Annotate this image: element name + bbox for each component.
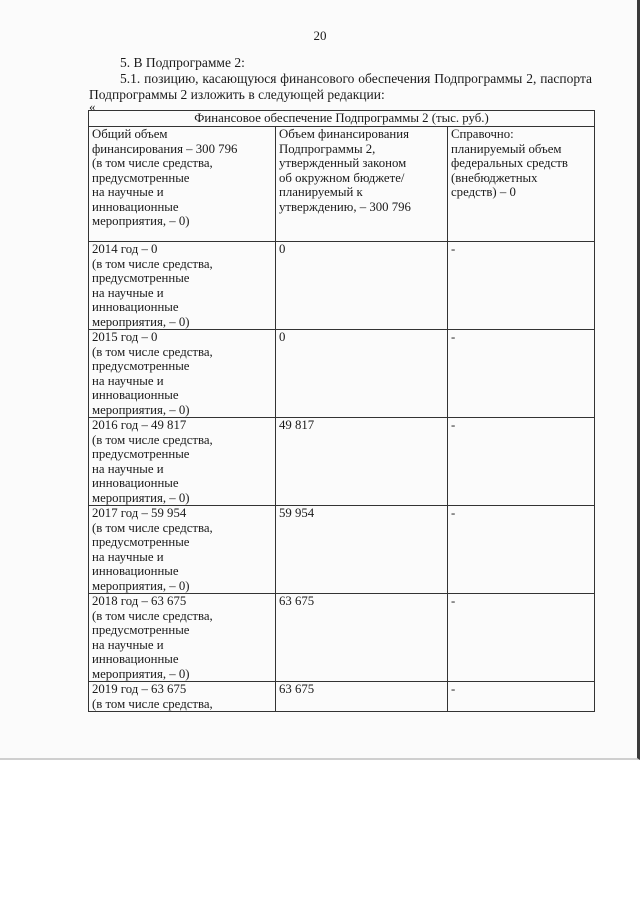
table-header-row (89, 127, 595, 242)
row-year-total: 2019 год – 63 675 (в том числе средства, (89, 682, 276, 712)
row-federal-value: - (448, 418, 595, 506)
header-federal-reference: Справочно: планируемый объем федеральных средств (внебюджетных средств) – 0 (448, 127, 595, 242)
row-budget-value: 63 675 (276, 682, 448, 712)
page-number: 20 (313, 28, 327, 43)
row-budget-value: 0 (276, 242, 448, 330)
table-row (89, 682, 595, 712)
financing-table (88, 110, 595, 712)
row-year-total: 2017 год – 59 954 (в том числе средства, предусмотренные на научные и инновационные мероприятия, – 0) (89, 506, 276, 594)
row-year-total: 2014 год – 0 (в том числе средства, предусмотренные на научные и инновационные мероприятия, – 0) (89, 242, 276, 330)
table-row (89, 594, 595, 682)
header-total-financing: Общий объем финансирования – 300 796 (в том числе средства, предусмотренные на научные и инновационные мероприятия, – 0) (89, 127, 276, 242)
section-heading: 5. В Подпрограмме 2: (120, 55, 245, 70)
row-year-total: 2016 год – 49 817 (в том числе средства, предусмотренные на научные и инновационные мероприятия, – 0) (89, 418, 276, 506)
table-row (89, 418, 595, 506)
row-budget-value: 0 (276, 330, 448, 418)
instruction-paragraph: 5.1. позицию, касающуюся финансового обеспечения Подпрограммы 2, паспорта Подпрограммы 2 изложить в следующей редакции: (89, 71, 592, 102)
row-year-total: 2018 год – 63 675 (в том числе средства, предусмотренные на научные и инновационные мероприятия, – 0) (89, 594, 276, 682)
row-budget-value: 49 817 (276, 418, 448, 506)
row-federal-value: - (448, 506, 595, 594)
row-federal-value: - (448, 242, 595, 330)
row-budget-value: 59 954 (276, 506, 448, 594)
table-title: Финансовое обеспечение Подпрограммы 2 (тыс. руб.) (89, 111, 595, 127)
table-row (89, 330, 595, 418)
table-row (89, 506, 595, 594)
row-year-total: 2015 год – 0 (в том числе средства, предусмотренные на научные и инновационные мероприятия, – 0) (89, 330, 276, 418)
row-budget-value: 63 675 (276, 594, 448, 682)
opening-quote: « (89, 99, 96, 114)
table-row (89, 242, 595, 330)
header-subprogram-financing: Объем финансирования Подпрограммы 2, утвержденный законом об окружном бюджете/ планируемый к утверждению, – 300 796 (276, 127, 448, 242)
row-federal-value: - (448, 594, 595, 682)
row-federal-value: - (448, 682, 595, 712)
row-federal-value: - (448, 330, 595, 418)
